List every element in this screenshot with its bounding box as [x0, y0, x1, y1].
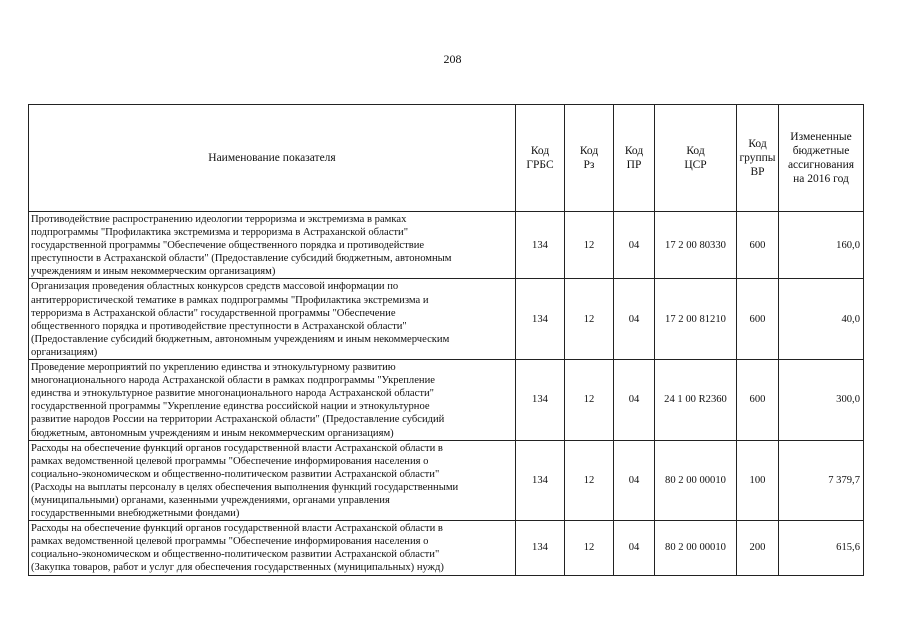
- row-grbs: 134: [516, 279, 565, 360]
- row-vr: 100: [737, 440, 779, 521]
- row-grbs: 134: [516, 521, 565, 575]
- row-csr: 80 2 00 00010: [655, 521, 737, 575]
- row-name: Расходы на обеспечение функций органов государственной власти Астраханской области в рамках ведомственной целевой программы "Обеспечение информирования населения о социально-экономическом и общественно-политическом развитии Астраханской области" (Расходы на выплаты персоналу в целях обеспечения выполнения функций государственными (муниципальными) органами, казенными учреждениями, органами управления государственными внебюджетными фондами): [29, 440, 516, 521]
- page-number: 208: [443, 52, 462, 66]
- header-csr: Код ЦСР: [655, 105, 737, 212]
- row-grbs: 134: [516, 360, 565, 441]
- table-row: [29, 521, 864, 575]
- row-pr: 04: [614, 279, 655, 360]
- row-amount: 40,0: [779, 279, 864, 360]
- table-header-row: [29, 105, 864, 212]
- row-amount: 160,0: [779, 212, 864, 279]
- row-grbs: 134: [516, 440, 565, 521]
- row-pr: 04: [614, 212, 655, 279]
- budget-table: [28, 104, 864, 576]
- header-amount: Измененные бюджетные ассигнования на 2016 год: [779, 105, 864, 212]
- row-amount: 615,6: [779, 521, 864, 575]
- row-name: Расходы на обеспечение функций органов государственной власти Астраханской области в рамках ведомственной целевой программы "Обеспечение информирования населения о социально-экономическом и общественно-политическом развитии Астраханской области" (Закупка товаров, работ и услуг для обеспечения государственных (муниципальных) нужд): [29, 521, 516, 575]
- row-rz: 12: [565, 212, 614, 279]
- row-amount: 7 379,7: [779, 440, 864, 521]
- row-rz: 12: [565, 440, 614, 521]
- row-csr: 80 2 00 00010: [655, 440, 737, 521]
- header-pr: Код ПР: [614, 105, 655, 212]
- row-name: Проведение мероприятий по укреплению единства и этнокультурному развитию многонационального народа Астраханской области в рамках подпрограммы "Укрепление единства и этнокультурное развитие многонационального народа Астраханской области" государственной программы "Укрепление единства российской нации и этнокультурное развитие народов России на территории Астраханской области" (Предоставление субсидий бюджетным, автономным учреждениям и иным некоммерческим организациям): [29, 360, 516, 441]
- row-vr: 600: [737, 212, 779, 279]
- header-rz: Код Рз: [565, 105, 614, 212]
- table-row: [29, 279, 864, 360]
- row-pr: 04: [614, 440, 655, 521]
- row-rz: 12: [565, 521, 614, 575]
- row-pr: 04: [614, 521, 655, 575]
- table-row: [29, 440, 864, 521]
- row-vr: 600: [737, 279, 779, 360]
- table-row: [29, 212, 864, 279]
- table-row: [29, 360, 864, 441]
- row-pr: 04: [614, 360, 655, 441]
- header-name: Наименование показателя: [29, 105, 516, 212]
- row-vr: 200: [737, 521, 779, 575]
- row-vr: 600: [737, 360, 779, 441]
- row-csr: 17 2 00 80330: [655, 212, 737, 279]
- row-csr: 24 1 00 R2360: [655, 360, 737, 441]
- row-amount: 300,0: [779, 360, 864, 441]
- header-vr: Код группы ВР: [737, 105, 779, 212]
- row-rz: 12: [565, 279, 614, 360]
- row-name: Организация проведения областных конкурсов средств массовой информации по антитеррористической тематике в рамках подпрограммы "Профилактика экстремизма и терроризма в Астраханской области" государственной программы "Обеспечение общественного порядка и противодействие преступности в Астраханской области" (Предоставление субсидий бюджетным, автономным учреждениям и иным некоммерческим организациям): [29, 279, 516, 360]
- header-grbs: Код ГРБС: [516, 105, 565, 212]
- row-name: Противодействие распространению идеологии терроризма и экстремизма в рамках подпрограммы "Профилактика экстремизма и терроризма в Астраханской области" государственной программы "Обеспечение общественного порядка и противодействие преступности в Астраханской области" (Предоставление субсидий бюджетным, автономным учреждениям и иным некоммерческим организациям): [29, 212, 516, 279]
- row-grbs: 134: [516, 212, 565, 279]
- row-csr: 17 2 00 81210: [655, 279, 737, 360]
- row-rz: 12: [565, 360, 614, 441]
